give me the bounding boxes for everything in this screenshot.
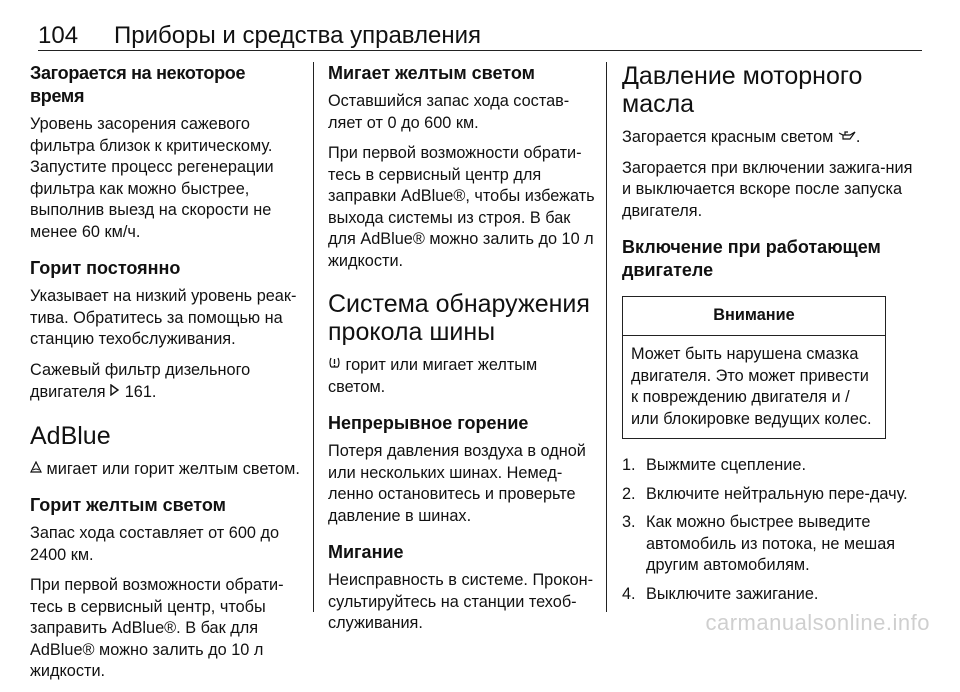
paragraph-steady: Указывает на низкий уровень реак-тива. Обратитесь за помощью на станцию техобслуживания. [30, 287, 297, 348]
page-header [38, 22, 922, 52]
list-item: 1. Выжмите сцепление. [622, 456, 806, 474]
heading-blink: Мигает желтым светом [328, 63, 535, 83]
warning-box [622, 296, 886, 439]
heading-yellow: Горит желтым светом [30, 495, 226, 515]
paragraph-oil-ignition: Загорается при включении зажига-ния и выключается вскоре после запуска двигателя. [622, 158, 913, 220]
adblue-status-text: мигает или горит желтым светом. [46, 459, 300, 478]
page-title: Приборы и средства управления [114, 22, 481, 49]
page-number: 104 [38, 22, 79, 49]
paragraph-continuous: Потеря давления воздуха в одной или нескольких шинах. Немед-ленно остановитесь и проверьте давление в шинах. [328, 442, 586, 525]
warning-body: Может быть нарушена смазка двигателя. Это может привести к повреждению двигателя и / или блокировке ведущих колес. [631, 345, 872, 428]
heading-continuous: Непрерывное горение [328, 413, 529, 433]
heading-flashing: Мигание [328, 542, 404, 562]
column-2 [328, 62, 598, 644]
paragraph-service: При первой возможности обрати-тесь в сервисный центр, чтобы заправить AdBlue®. В бак для AdBlue® можно залить до 10 л жидкости. [30, 576, 284, 680]
column-1 [30, 62, 302, 692]
paragraph-flashing: Неисправность в системе. Прокон-сультируйтесь на станции техоб-служивания. [328, 571, 594, 632]
heading-adblue: AdBlue [30, 421, 111, 450]
column-3 [622, 62, 922, 612]
paragraph-range: Оставшийся запас хода состав-ляет от 0 до 600 км. [328, 92, 570, 132]
paragraph-range: Запас хода составляет от 600 до 2400 км. [30, 524, 280, 564]
list-item: 4. Выключите зажигание. [622, 584, 819, 603]
list-item: 2. Включите нейтральную пере-дачу. [622, 484, 908, 503]
warning-title: Внимание [623, 297, 885, 336]
tpms-status-text: горит или мигает желтым светом. [328, 356, 538, 396]
paragraph-adblue [30, 458, 302, 481]
tire-pressure-icon [328, 354, 341, 376]
paragraph-service: При первой возможности обрати-тесь в сервисный центр для заправки AdBlue®, чтобы избежать выхода системы из строя. В бак для AdBlue® можно залить до 10 л жидкости. [328, 144, 595, 270]
reference-text: Сажевый фильтр дизельного двигателя [30, 360, 251, 401]
oil-can-icon [838, 126, 856, 148]
watermark: carmanualsonline.info [705, 610, 930, 635]
heading-steady: Горит постоянно [30, 258, 181, 278]
adblue-icon [30, 458, 42, 480]
list-item: 3. Как можно быстрее выведите автомобиль из потока, не мешая другим автомобилям. [622, 513, 896, 574]
column-divider [313, 62, 314, 612]
paragraph-oil-red: Загорается красным светом . [622, 128, 861, 146]
heading-running: Включение при работающем двигателе [622, 237, 881, 280]
reference-arrow-icon [110, 381, 120, 403]
paragraph-dpf: Уровень засорения сажевого фильтра близок к критическому. Запустите процесс регенерации фильтра как можно быстрее, выполнив выезд на скорости не менее 60 км/ч. [30, 115, 274, 241]
heading-tpms: Система обнаружения прокола шины [328, 290, 590, 346]
reference-page[interactable]: 161. [124, 383, 157, 401]
paragraph-tpms [328, 354, 598, 398]
heading-oil: Давление моторного масла [622, 62, 863, 118]
header-rule [38, 50, 922, 51]
paragraph-reference [30, 360, 302, 404]
steps-list [622, 455, 922, 605]
heading-dpf: Загорается на некоторое время [30, 63, 246, 106]
oil-red-text: Загорается красным светом [622, 128, 834, 146]
column-divider [606, 62, 607, 612]
